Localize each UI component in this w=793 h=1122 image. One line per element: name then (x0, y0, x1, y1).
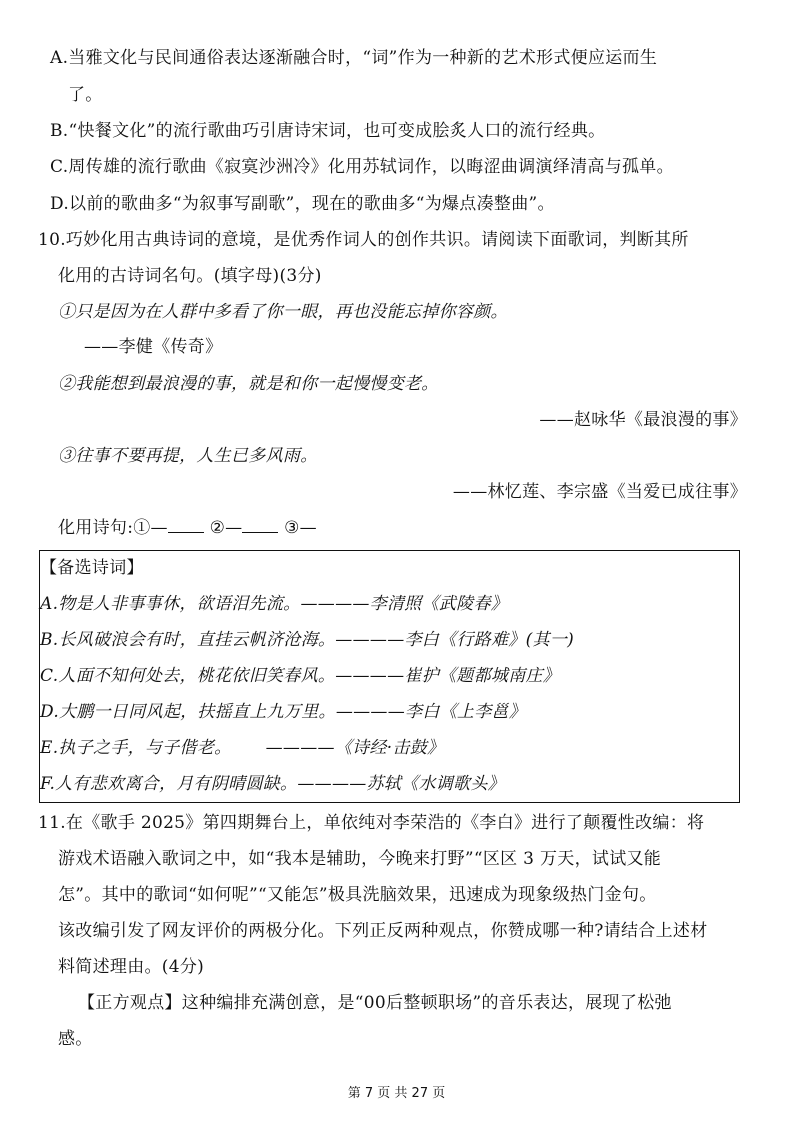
q11-view-pro-line2: 感。 (58, 1029, 93, 1049)
page-footer: 第 7 页 共 27 页 (347, 1086, 446, 1101)
lyric-1-source: ——李健《传奇》 (84, 337, 223, 357)
answer-line (58, 513, 317, 538)
answer-label-2: ②— (209, 518, 243, 538)
answer-label-3: ③— (284, 518, 317, 538)
q11-line3: 怎”。其中的歌词“如何呢”“又能怎”极具洗脑效果，迅速成为现象级热门金句。 (58, 885, 657, 905)
poem-option-f: F.人有悲欢离合，月有阴晴圆缺。————苏轼《水调歌头》 (40, 774, 505, 794)
q11-line4: 该改编引发了网友评价的两极分化。下列正反两种观点，你赞成哪一种?请结合上述材 (58, 921, 708, 941)
poem-option-b: B.长风破浪会有时，直挂云帆济沧海。————李白《行路难》(其一) (40, 630, 575, 650)
q10-stem-line1: 10.巧妙化用古典诗词的意境，是优秀作词人的创作共识。请阅读下面歌词，判断其所 (38, 230, 689, 250)
lyric-1: ①只是因为在人群中多看了你一眼，再也没能忘掉你容颜。 (58, 302, 508, 322)
q11-line5: 料简述理由。(4分) (58, 957, 205, 977)
poem-option-d: D.大鹏一日同风起，扶摇直上九万里。————李白《上李邕》 (40, 702, 527, 722)
q11-view-pro-line1: 【正方观点】这种编排充满创意，是“00后整顿职场”的音乐表达，展现了松弛 (78, 993, 672, 1013)
option-c: C.周传雄的流行歌曲《寂寞沙洲冷》化用苏轼词作，以晦涩曲调演绎清高与孤单。 (50, 157, 674, 177)
answer-blank-2[interactable] (242, 518, 278, 533)
q11-line2: 游戏术语融入歌词之中，如“我本是辅助，今晚来打野”“区区 3 万天，试试又能 (58, 849, 662, 869)
lyric-2-source: ——赵咏华《最浪漫的事》 (539, 410, 747, 430)
lyric-2: ②我能想到最浪漫的事，就是和你一起慢慢变老。 (58, 374, 439, 394)
answer-label-1: ①— (133, 518, 168, 538)
lyric-3-source: ——林忆莲、李宗盛《当爱已成往事》 (452, 482, 747, 502)
lyric-3: ③往事不要再提，人生已多风雨。 (58, 446, 318, 466)
poem-option-e: E.执子之手，与子偕老。 ————《诗经·击鼓》 (40, 738, 445, 758)
answer-blank-1[interactable] (168, 518, 204, 533)
q10-stem-line2: 化用的古诗词名句。(填字母)(3分) (58, 266, 322, 286)
poem-option-a: A.物是人非事事休，欲语泪先流。————李清照《武陵春》 (40, 594, 509, 614)
option-b: B.“快餐文化”的流行歌曲巧引唐诗宋词，也可变成脍炙人口的流行经典。 (50, 121, 606, 141)
option-a-line1: A.当雅文化与民间通俗表达逐渐融合时，“词”作为一种新的艺术形式便应运而生 (50, 48, 658, 68)
option-d: D.以前的歌曲多“为叙事写副歌”，现在的歌曲多“为爆点凑整曲”。 (50, 194, 555, 214)
answer-prefix: 化用诗句: (58, 518, 134, 538)
box-heading: 【备选诗词】 (40, 558, 144, 578)
poem-option-c: C.人面不知何处去，桃花依旧笑春风。————崔护《题都城南庄》 (40, 666, 561, 686)
option-a-line2: 了。 (68, 85, 103, 105)
q11-line1: 11.在《歌手 2025》第四期舞台上，单依纯对李荣浩的《李白》进行了颠覆性改编：将 (38, 813, 705, 833)
